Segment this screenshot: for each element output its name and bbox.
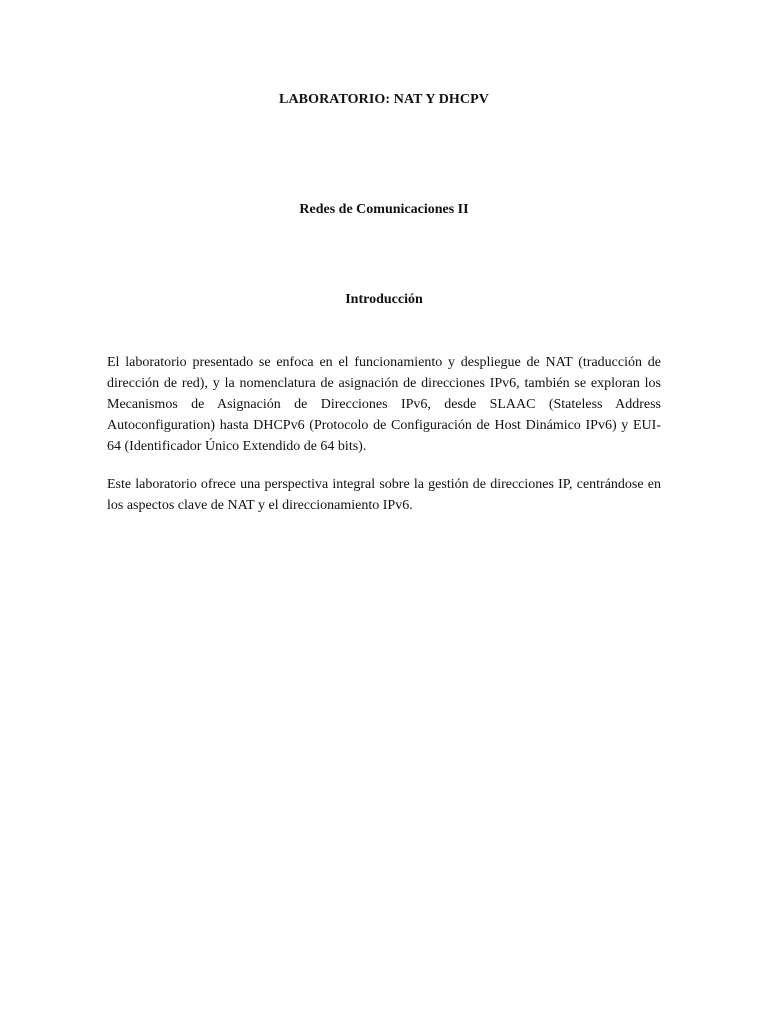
intro-paragraph-2: Este laboratorio ofrece una perspectiva integral sobre la gestión de direcciones IP, centrándose en los aspectos clave de NAT y el direccionamiento IPv6. bbox=[107, 477, 661, 513]
course-name: Redes de Comunicaciones II bbox=[299, 202, 469, 217]
section-heading-introduccion: Introducción bbox=[345, 292, 423, 307]
document-title: LABORATORIO: NAT Y DHCPV bbox=[279, 92, 489, 107]
intro-paragraph-1: El laboratorio presentado se enfoca en el funcionamiento y despliegue de NAT (traducción de dirección de red), y la nomenclatura de asignación de direcciones IPv6, también se exploran los Mecanismos de Asignación de Direcciones IPv6, desde SLAAC (Stateless Address Autoconfiguration) hasta DHCPv6 (Protocolo de Configuración de Host Dinámico IPv6) y EUI-64 (Identificador Único Extendido de 64 bits). bbox=[107, 355, 661, 454]
